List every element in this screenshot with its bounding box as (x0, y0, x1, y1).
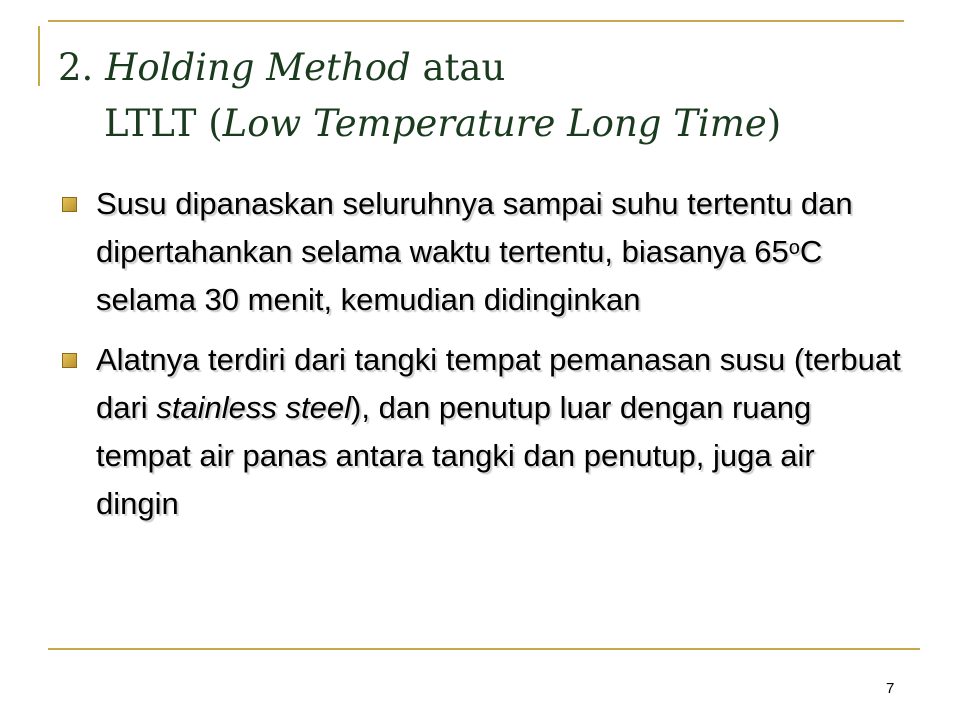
top-divider (48, 20, 904, 22)
title-line-2 (58, 96, 918, 152)
bullet-2-italic: stainless steel (156, 390, 352, 425)
slide-title (58, 40, 918, 152)
bullet-list (62, 180, 902, 540)
bullet-2-text-a: Alatnya terdiri dari tangki tempat pemanasan susu (terbuat dari (96, 342, 901, 425)
title-expansion: Low Temperature Long Time (222, 102, 767, 145)
bullet-square-icon (62, 197, 77, 212)
bullet-2-text-b: ), dan penutup luar dengan ruang tempat air panas antara tangki dan penutup, juga air dingin (96, 390, 815, 521)
title-close: ) (766, 102, 782, 145)
bullet-1-text-a: Susu dipanaskan seluruhnya sampai suhu tertentu dan dipertahankan selama waktu tertentu, biasanya 65 (96, 186, 853, 269)
page-number: 7 (886, 680, 895, 697)
title-number: 2. (58, 46, 106, 89)
title-connector: atau (410, 46, 506, 89)
bullet-1-text-b: C selama 30 menit, kemudian didinginkan (96, 234, 823, 317)
bottom-divider (48, 648, 920, 650)
left-accent-line (38, 26, 40, 86)
bullet-square-icon (62, 353, 77, 368)
title-acronym: LTLT ( (104, 102, 223, 145)
bullet-item-2 (62, 336, 902, 528)
bullet-1-superscript: o (788, 237, 800, 259)
bullet-item-1 (62, 180, 902, 324)
title-method: Holding Method (105, 46, 411, 89)
